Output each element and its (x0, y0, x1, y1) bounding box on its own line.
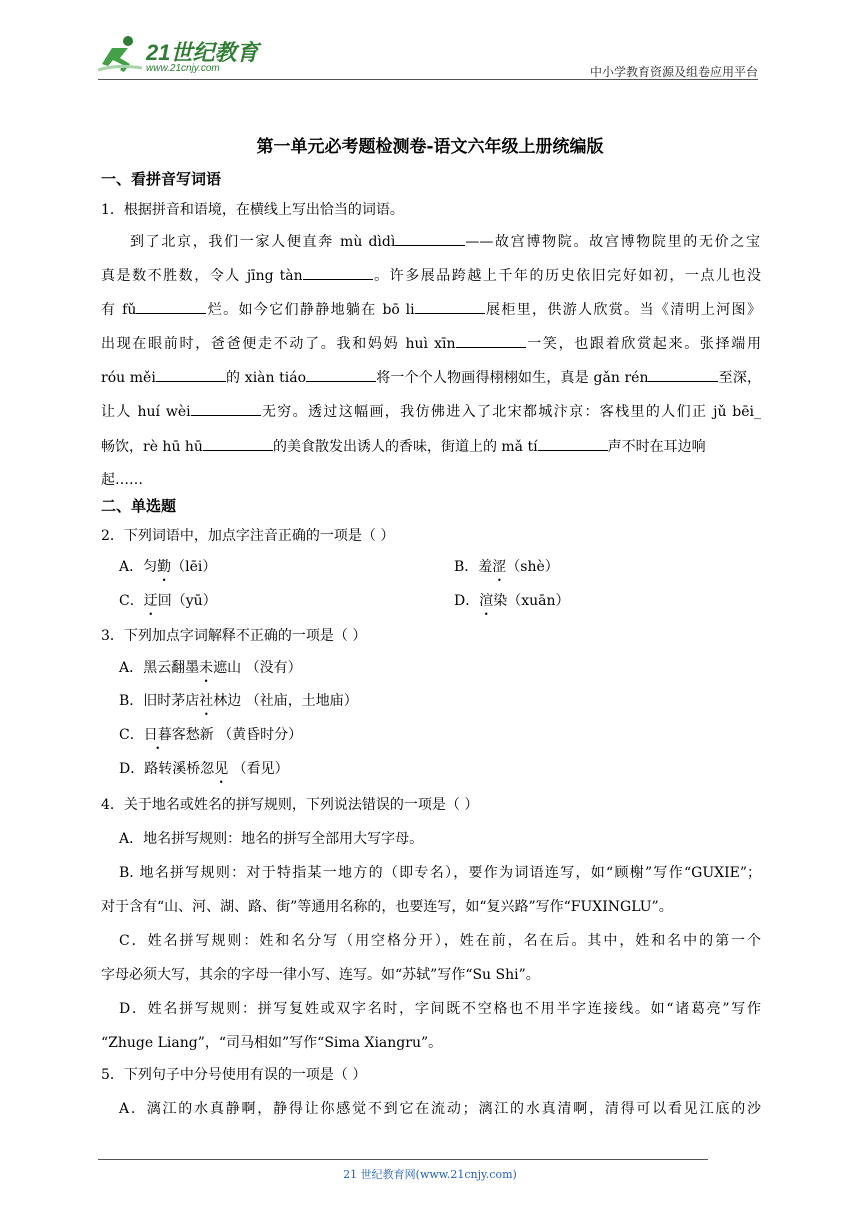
option-c[interactable]: C．姓名拼写规则：姓和名分写（用空格分开），姓在前，名在后。其中，姓和名中的第一个 (119, 933, 761, 949)
text-run: 回（yū） (157, 593, 217, 609)
option-b[interactable] (454, 556, 559, 576)
text-run: 匀 (143, 559, 158, 575)
text-run: róu měi (101, 370, 156, 386)
text-run: 畅饮，rè hū hū (101, 439, 203, 455)
text-run: 让人 huí wèi (101, 404, 191, 420)
footer-link[interactable]: 21 世纪教育网(www.21cnjy.com) (343, 1168, 517, 1181)
page-header (98, 34, 758, 80)
dotted-char: 勤 (157, 559, 172, 575)
passage-line (101, 469, 761, 489)
answer-blank[interactable] (456, 335, 526, 348)
answer-blank[interactable] (191, 403, 261, 416)
question-stem: 5．下列句子中分号使用有误的一项是（ ） (101, 1067, 367, 1083)
section-heading: 二、单选题 (101, 497, 177, 515)
option-b[interactable]: B. 地名拼写规则：对于特指某一地方的（即专名），要作为词语连写，如“顾榭”写作“GUXIE”； (119, 865, 761, 881)
text-run: 。许多展品跨越上千年的历史依旧完好如初，一点儿也没 (372, 268, 762, 284)
option-a[interactable] (119, 657, 302, 677)
platform-caption: 中小学教育资源及组卷应用平台 (589, 65, 758, 79)
logo-wordmark: 21世纪教育 (146, 40, 259, 65)
passage-line (101, 367, 761, 387)
option-d[interactable] (119, 758, 289, 778)
answer-blank[interactable] (303, 267, 373, 280)
text-run: （看见） (228, 761, 289, 777)
dotted-char: 涩 (492, 559, 507, 575)
answer-blank[interactable] (415, 301, 485, 314)
option-letter: A． (119, 660, 144, 676)
passage-line (101, 436, 761, 456)
passage-line (101, 333, 761, 353)
passage-line (130, 231, 760, 251)
footer-divider (98, 1159, 708, 1160)
passage-line (101, 401, 761, 421)
passage-line (101, 265, 761, 285)
runner-logo-icon (98, 34, 144, 74)
option-letter: A． (119, 559, 144, 575)
text-run: 黑云翻墨 (143, 660, 200, 676)
text-run: 至深， (718, 370, 762, 386)
text-run: 展柜里，供游人欣赏。当《清明上河图》 (484, 302, 762, 318)
answer-blank[interactable] (538, 438, 608, 451)
text-run: 无穷。透过这幅画，我仿佛进入了北宋都城汴京：客栈里的人们正 jǔ bēi_ (260, 404, 761, 420)
dotted-char: 未 (199, 660, 214, 676)
answer-blank[interactable] (395, 233, 465, 246)
text-run: 遮山 （没有） (213, 660, 302, 676)
option-a[interactable]: A．地名拼写规则：地名的拼写全部用大写字母。 (119, 831, 424, 847)
option-letter: D． (119, 761, 145, 777)
option-letter: B． (119, 693, 144, 709)
dotted-char: 见 (214, 761, 229, 777)
option-a[interactable] (119, 556, 216, 576)
answer-blank[interactable] (648, 369, 718, 382)
option-c[interactable] (119, 724, 302, 744)
dotted-char: 日暮 (143, 727, 172, 743)
text-run: 将一个个人物画得栩栩如生，真是 gǎn rén (376, 370, 649, 386)
question-stem: 3．下列加点字词解释不正确的一项是（ ） (101, 628, 367, 644)
text-run: ——故宫博物院。故宫博物院里的无价之宝 (465, 234, 761, 250)
text-run: 到了北京，我们一家人便直奔 mù dìdì (130, 234, 396, 250)
text-run: 有 fǔ (101, 302, 137, 318)
question-stem: 4．关于地名或姓名的拼写规则，下列说法错误的一项是（ ） (101, 797, 479, 813)
option-letter: C． (119, 727, 144, 743)
dotted-char: 社 (199, 693, 214, 709)
text-run: （shè） (506, 559, 559, 575)
option-d-continued: “Zhuge Liang”，“司马相如”写作“Sima Xiangru”。 (101, 1035, 443, 1051)
option-d[interactable] (454, 590, 570, 610)
question-stem: 2．下列词语中，加点字注音正确的一项是（ ） (101, 528, 395, 544)
logo (98, 34, 258, 74)
text-run: （lēi） (171, 559, 217, 575)
header-divider (98, 79, 758, 80)
text-run: 染（xuān） (493, 593, 570, 609)
text-run: 一笑，也跟着欣赏起来。张择端用 (525, 336, 761, 352)
answer-blank[interactable] (203, 438, 273, 451)
option-a[interactable]: A．漓江的水真静啊，静得让你感觉不到它在流动；漓江的水真清啊，清得可以看见江底的沙 (119, 1101, 761, 1117)
text-run: 出现在眼前时，爸爸便走不动了。我和妈妈 huì xīn (101, 336, 456, 352)
text-run: 的美食散发出诱人的香味，街道上的 mǎ tí (272, 439, 538, 455)
text-run: 羞 (478, 559, 493, 575)
option-letter: C． (119, 593, 144, 609)
option-d[interactable]: D．姓名拼写规则：拼写复姓或双字名时，字间既不空格也不用半字连接线。如“诸葛亮”写作 (119, 1001, 761, 1017)
dotted-char: 迂 (143, 593, 158, 609)
option-letter: B． (454, 559, 479, 575)
option-c-continued: 字母必须大写，其余的字母一律小写、连写。如“苏轼”写作“Su Shi”。 (101, 967, 540, 983)
passage-line (101, 299, 761, 319)
text-run: 路转溪桥忽 (144, 761, 215, 777)
answer-blank[interactable] (136, 301, 206, 314)
option-b[interactable] (119, 690, 358, 710)
option-letter: D． (454, 593, 480, 609)
text-run: 旧时茅店 (143, 693, 200, 709)
option-c[interactable] (119, 590, 217, 610)
text-run: 真是数不胜数，令人 jīng tàn (101, 268, 303, 284)
text-run: 烂。如今它们静静地躺在 bō li (206, 302, 415, 318)
question-stem: 1．根据拼音和语境，在横线上写出恰当的词语。 (101, 202, 404, 218)
text-run: 林边 （社庙，土地庙） (213, 693, 358, 709)
dotted-char: 渲 (479, 593, 494, 609)
logo-url: www.21cnjy.com (146, 63, 220, 74)
answer-blank[interactable] (306, 369, 376, 382)
text-run: 的 xiàn tiáo (225, 370, 307, 386)
option-b-continued: 对于含有“山、河、湖、路、街”等通用名称的，也要连写，如“复兴路”写作“FUXINGLU”。 (101, 899, 673, 915)
text-run: 起…… (101, 472, 143, 488)
text-run: 客愁新 （黄昏时分） (171, 727, 303, 743)
text-run: 声不时在耳边响 (607, 439, 706, 455)
section-heading: 一、看拼音写词语 (101, 170, 222, 188)
answer-blank[interactable] (156, 369, 226, 382)
page-title: 第一单元必考题检测卷-语文六年级上册统编版 (256, 137, 604, 157)
